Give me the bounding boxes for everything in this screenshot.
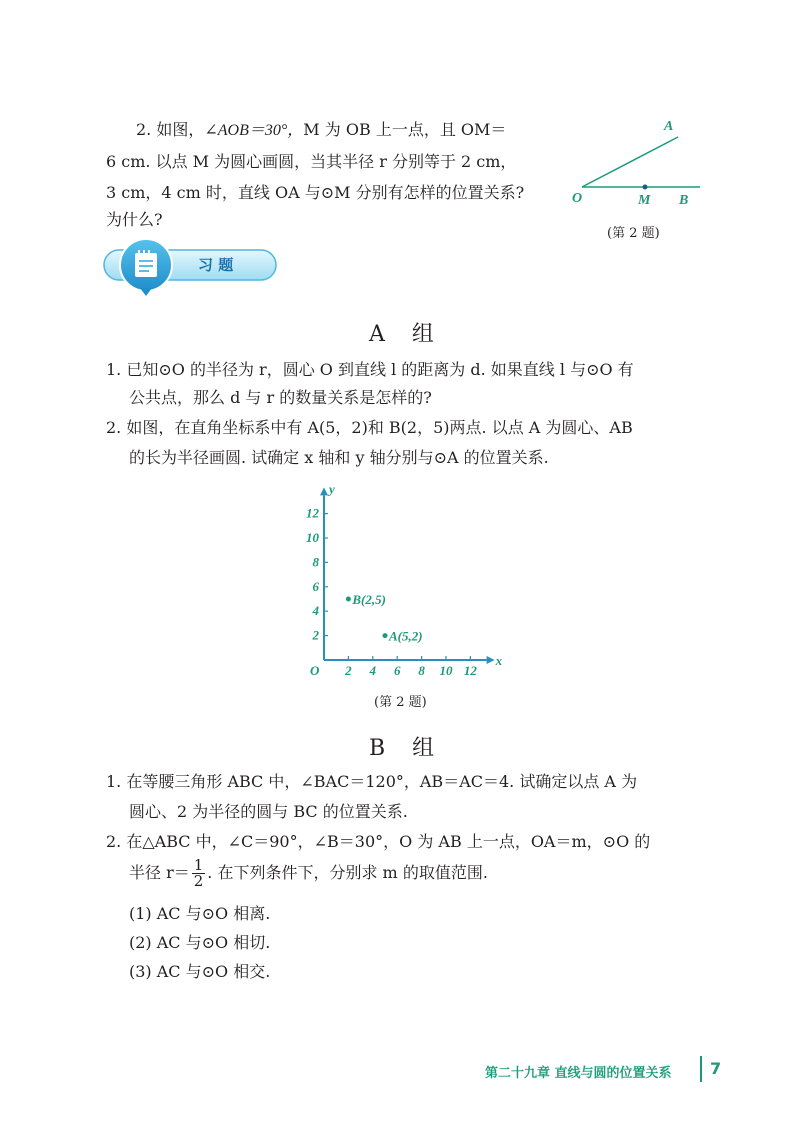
y-tick-label: 8: [312, 554, 319, 570]
q2-text-1a: 如图，: [156, 120, 205, 139]
group-b-p2-line2: [129, 858, 488, 889]
angle-figure: [560, 110, 710, 215]
fraction-numerator: 1: [193, 856, 204, 874]
group-a-p2-line1: 2. 如图，在直角坐标系中有 A(5，2)和 B(2，5)两点. 以点 A 为圆心、AB: [106, 418, 633, 437]
y-tick-label: 4: [312, 603, 319, 619]
footer-page-number: 7: [710, 1059, 722, 1078]
group-a-p1-line1: 1. 已知⊙O 的半径为 r，圆心 O 到直线 l 的距离为 d. 如果直线 l 与⊙O 有: [106, 360, 634, 379]
label-o: O: [572, 191, 583, 206]
group-b-sub1: (1) AC 与⊙O 相离.: [129, 904, 271, 923]
q2-angle: ∠AOB＝30°，: [204, 122, 304, 139]
group-a-p1-line2: 公共点，那么 d 与 r 的数量关系是怎样的?: [129, 388, 432, 407]
x-axis-label: x: [495, 653, 503, 668]
q2-figure-caption: (第 2 题): [607, 226, 660, 241]
label-m: M: [638, 193, 651, 208]
x-tick-label: 2: [345, 663, 352, 678]
one-half-fraction: [192, 858, 206, 889]
exercise-banner: [102, 236, 280, 300]
footer-divider: [700, 1056, 702, 1082]
y-tick-label: 6: [312, 578, 319, 594]
group-a-figure-caption: (第 2 题): [374, 695, 427, 710]
y-axis-arrow: [320, 487, 328, 495]
y-axis-label: y: [329, 484, 335, 497]
coordinate-plot: [290, 484, 510, 684]
radius-text-b: . 在下列条件下，分别求 m 的取值范围.: [207, 863, 488, 882]
group-b-sub3: (3) AC 与⊙O 相交.: [129, 962, 271, 981]
x-tick-label: 8: [418, 663, 425, 678]
group-b-p1-line2: 圆心、2 为半径的圆与 BC 的位置关系.: [129, 802, 408, 821]
x-tick-label: 4: [369, 663, 377, 678]
q2-line-3: 3 cm，4 cm 时，直线 OA 与⊙M 分别有怎样的位置关系?: [106, 183, 525, 202]
group-b-title: B 组: [369, 736, 445, 761]
footer-chapter: 第二十九章 直线与圆的位置关系: [485, 1066, 672, 1081]
ray-oa: [582, 137, 678, 187]
q2-line-1: [136, 118, 506, 143]
group-b-p2-line1: 2. 在△ABC 中，∠C＝90°，∠B＝30°，O 为 AB 上一点，OA＝m，⊙O 的: [106, 832, 651, 851]
x-tick-label: 12: [463, 663, 477, 678]
radius-text-a: 半径 r＝: [129, 863, 190, 882]
q2-line-4: 为什么?: [106, 210, 163, 229]
y-tick-label: 2: [312, 627, 319, 643]
y-tick-label: 12: [306, 505, 319, 521]
group-a-title: A 组: [369, 322, 444, 347]
label-b: B: [679, 193, 689, 208]
banner-label: 习 题: [198, 256, 234, 274]
origin-label: O: [310, 663, 320, 678]
x-axis-arrow: [487, 656, 495, 664]
fraction-denominator: 2: [193, 872, 204, 890]
data-point: [383, 633, 388, 638]
group-b-p1-line1: 1. 在等腰三角形 ABC 中，∠BAC＝120°，AB＝AC＝4. 试确定以点 A 为: [106, 772, 638, 791]
data-point-label: A(5,2): [389, 628, 423, 644]
label-a: A: [664, 119, 674, 134]
q2-text-1b: M 为 OB 上一点，且 OM＝: [303, 120, 507, 139]
point-m: [643, 185, 648, 190]
x-tick-label: 6: [393, 663, 401, 678]
notebook-icon: [135, 250, 157, 277]
data-point: [346, 597, 351, 602]
banner-pointer: [140, 288, 152, 296]
q2-line-2: 6 cm. 以点 M 为圆心画圆，当其半径 r 分别等于 2 cm，: [106, 152, 517, 171]
data-point-label: B(2,5): [352, 592, 386, 607]
q2-number: 2.: [136, 120, 152, 139]
x-tick-label: 10: [439, 663, 453, 678]
group-a-p2-line2: 的长为半径画圆. 试确定 x 轴和 y 轴分别与⊙A 的位置关系.: [129, 448, 549, 467]
group-b-sub2: (2) AC 与⊙O 相切.: [129, 933, 271, 952]
y-tick-label: 10: [306, 530, 319, 545]
